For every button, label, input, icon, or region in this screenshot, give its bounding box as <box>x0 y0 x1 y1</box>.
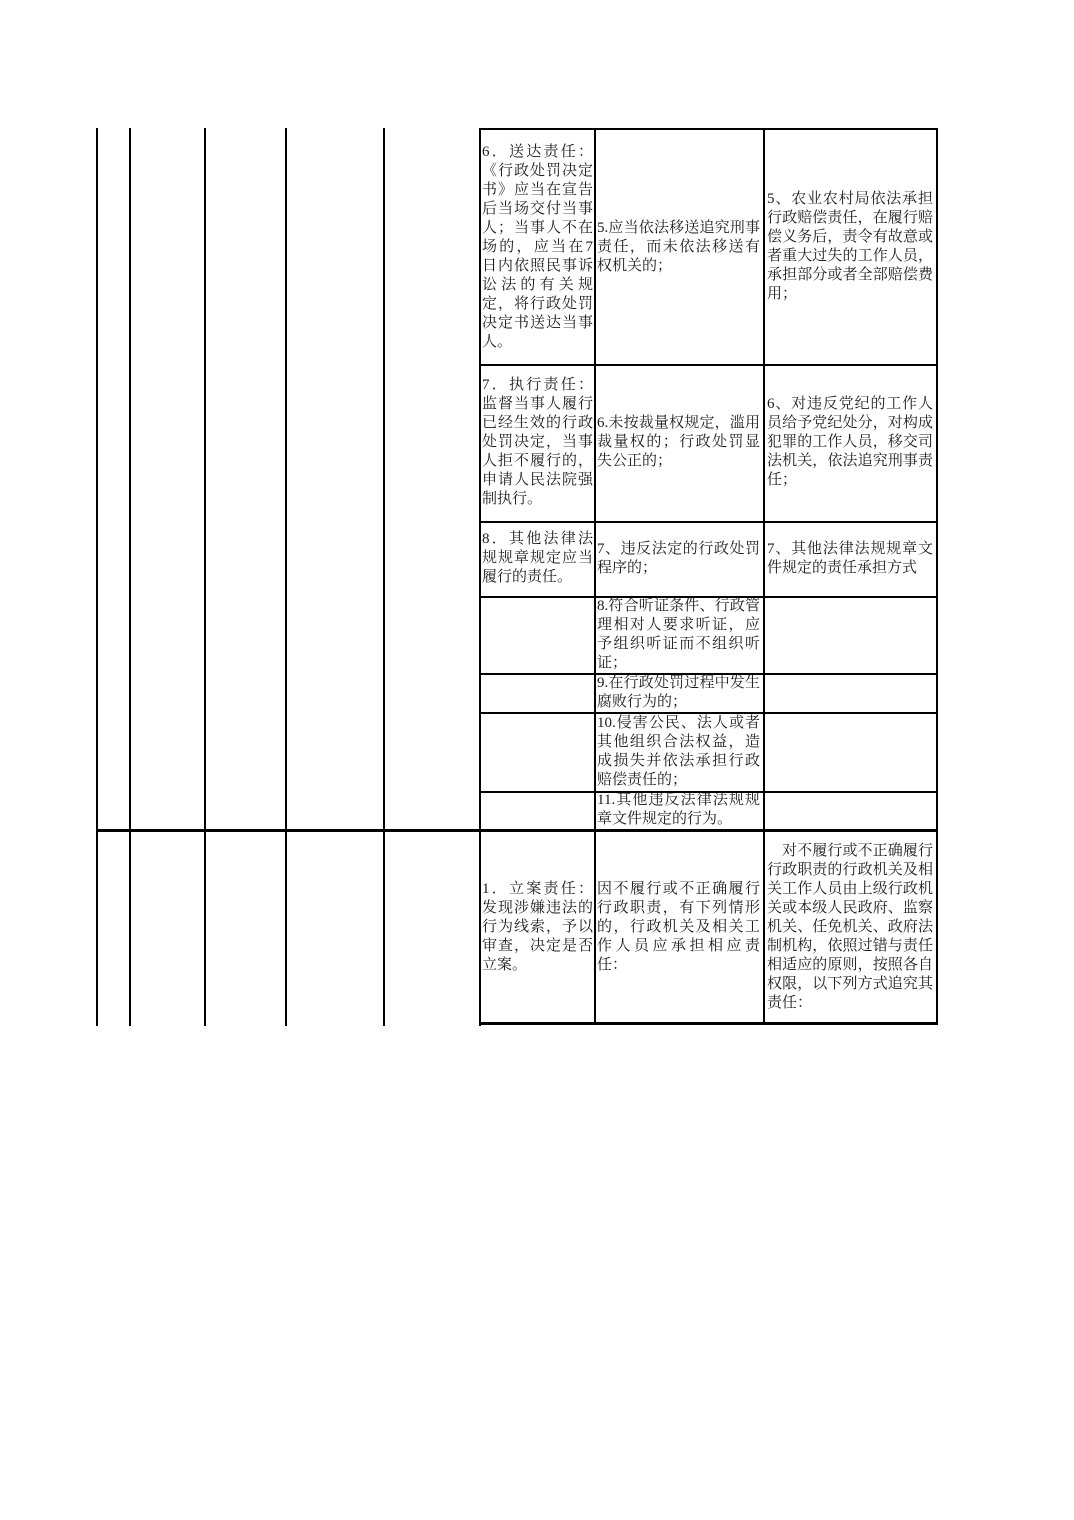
grid-line-v3 <box>204 128 206 1026</box>
cell-situation-5 <box>596 132 761 362</box>
cell-delivery-duty <box>481 132 594 362</box>
cell-text: 7．执行责任：监督当事人履行已经生效的行政处罚决定，当事人拒不履行的，申请人民法院强制执行。 <box>482 377 593 507</box>
cell-accountability-6 <box>766 366 934 519</box>
cell-accountability-7 <box>766 523 934 594</box>
section-divider-line <box>96 829 938 832</box>
cell-enforcement-duty <box>481 366 594 519</box>
cell-text: 11.其他违反法律法规规章文件规定的行为。 <box>597 793 760 827</box>
cell-text: 10.侵害公民、法人或者其他组织合法权益，造成损失并依法承担行政赔偿责任的； <box>597 714 760 788</box>
grid-line-v2 <box>129 128 131 1026</box>
cell-situation-8 <box>596 598 761 671</box>
cell-situation-6 <box>596 366 761 519</box>
cell-accountability-5 <box>766 132 934 362</box>
cell-text: 6．送达责任：《行政处罚决定书》应当在宣告后当场交付当事人；当事人不在场的，应当在7日内依照民事诉讼法的有关规定，将行政处罚决定书送达当事人。 <box>482 143 593 350</box>
grid-line-v5 <box>383 128 385 1026</box>
table-bottom-border <box>479 1022 938 1025</box>
cell-other-duty <box>481 523 594 594</box>
cell-text: 8．其他法律法规规章规定应当履行的责任。 <box>482 531 593 585</box>
grid-line-v4 <box>285 128 287 1026</box>
cell-text: 因不履行或不正确履行行政职责，有下列情形的，行政机关及相关工作人员应承担相应责任： <box>597 880 760 973</box>
cell-text: 5、农业农村局依法承担行政赔偿责任，在履行赔偿义务后，责令有故意或者重大过失的工作人员，承担部分或者全部赔偿费用； <box>767 191 933 302</box>
cell-situation-9 <box>596 675 761 710</box>
cell-situation-10 <box>596 714 761 789</box>
cell-situation-7 <box>596 523 761 594</box>
cell-text: 5.应当依法移送追究刑事责任，而未依法移送有权机关的； <box>597 219 760 274</box>
cell-text: 7、违反法定的行政处罚程序的； <box>597 540 760 576</box>
cell-situation-11 <box>596 793 761 827</box>
cell-text: 对不履行或不正确履行行政职责的行政机关及相关工作人员由上级行政机关或本级人民政府、监察机关、任免机关、政府法制机构，依照过错与责任相适应的原则，按照各自权限，以下列方式追究其责任： <box>767 842 933 1011</box>
cell-accountability-intro <box>766 834 934 1020</box>
cell-text: 7、其他法律法规规章文件规定的责任承担方式 <box>767 540 933 576</box>
cell-text: 6.未按裁量权规定，滥用裁量权的；行政处罚显失公正的； <box>597 415 760 469</box>
grid-line-v8 <box>763 128 765 1024</box>
grid-line-v9 <box>936 128 938 1024</box>
grid-line-v1 <box>96 128 98 1026</box>
table-top-border <box>479 128 938 130</box>
cell-text: 9.在行政处罚过程中发生腐败行为的； <box>597 675 760 710</box>
cell-text: 6、对违反党纪的工作人员给予党纪处分，对构成犯罪的工作人员，移交司法机关，依法追究刑事责任； <box>767 396 933 488</box>
cell-text: 1．立案责任：发现涉嫌违法的行为线索，予以审查，决定是否立案。 <box>482 880 593 973</box>
cell-situation-intro <box>596 834 761 1020</box>
cell-text: 8.符合听证条件、行政管理相对人要求听证，应予组织听证而不组织听证； <box>597 598 760 671</box>
cell-filing-duty <box>481 834 594 1020</box>
